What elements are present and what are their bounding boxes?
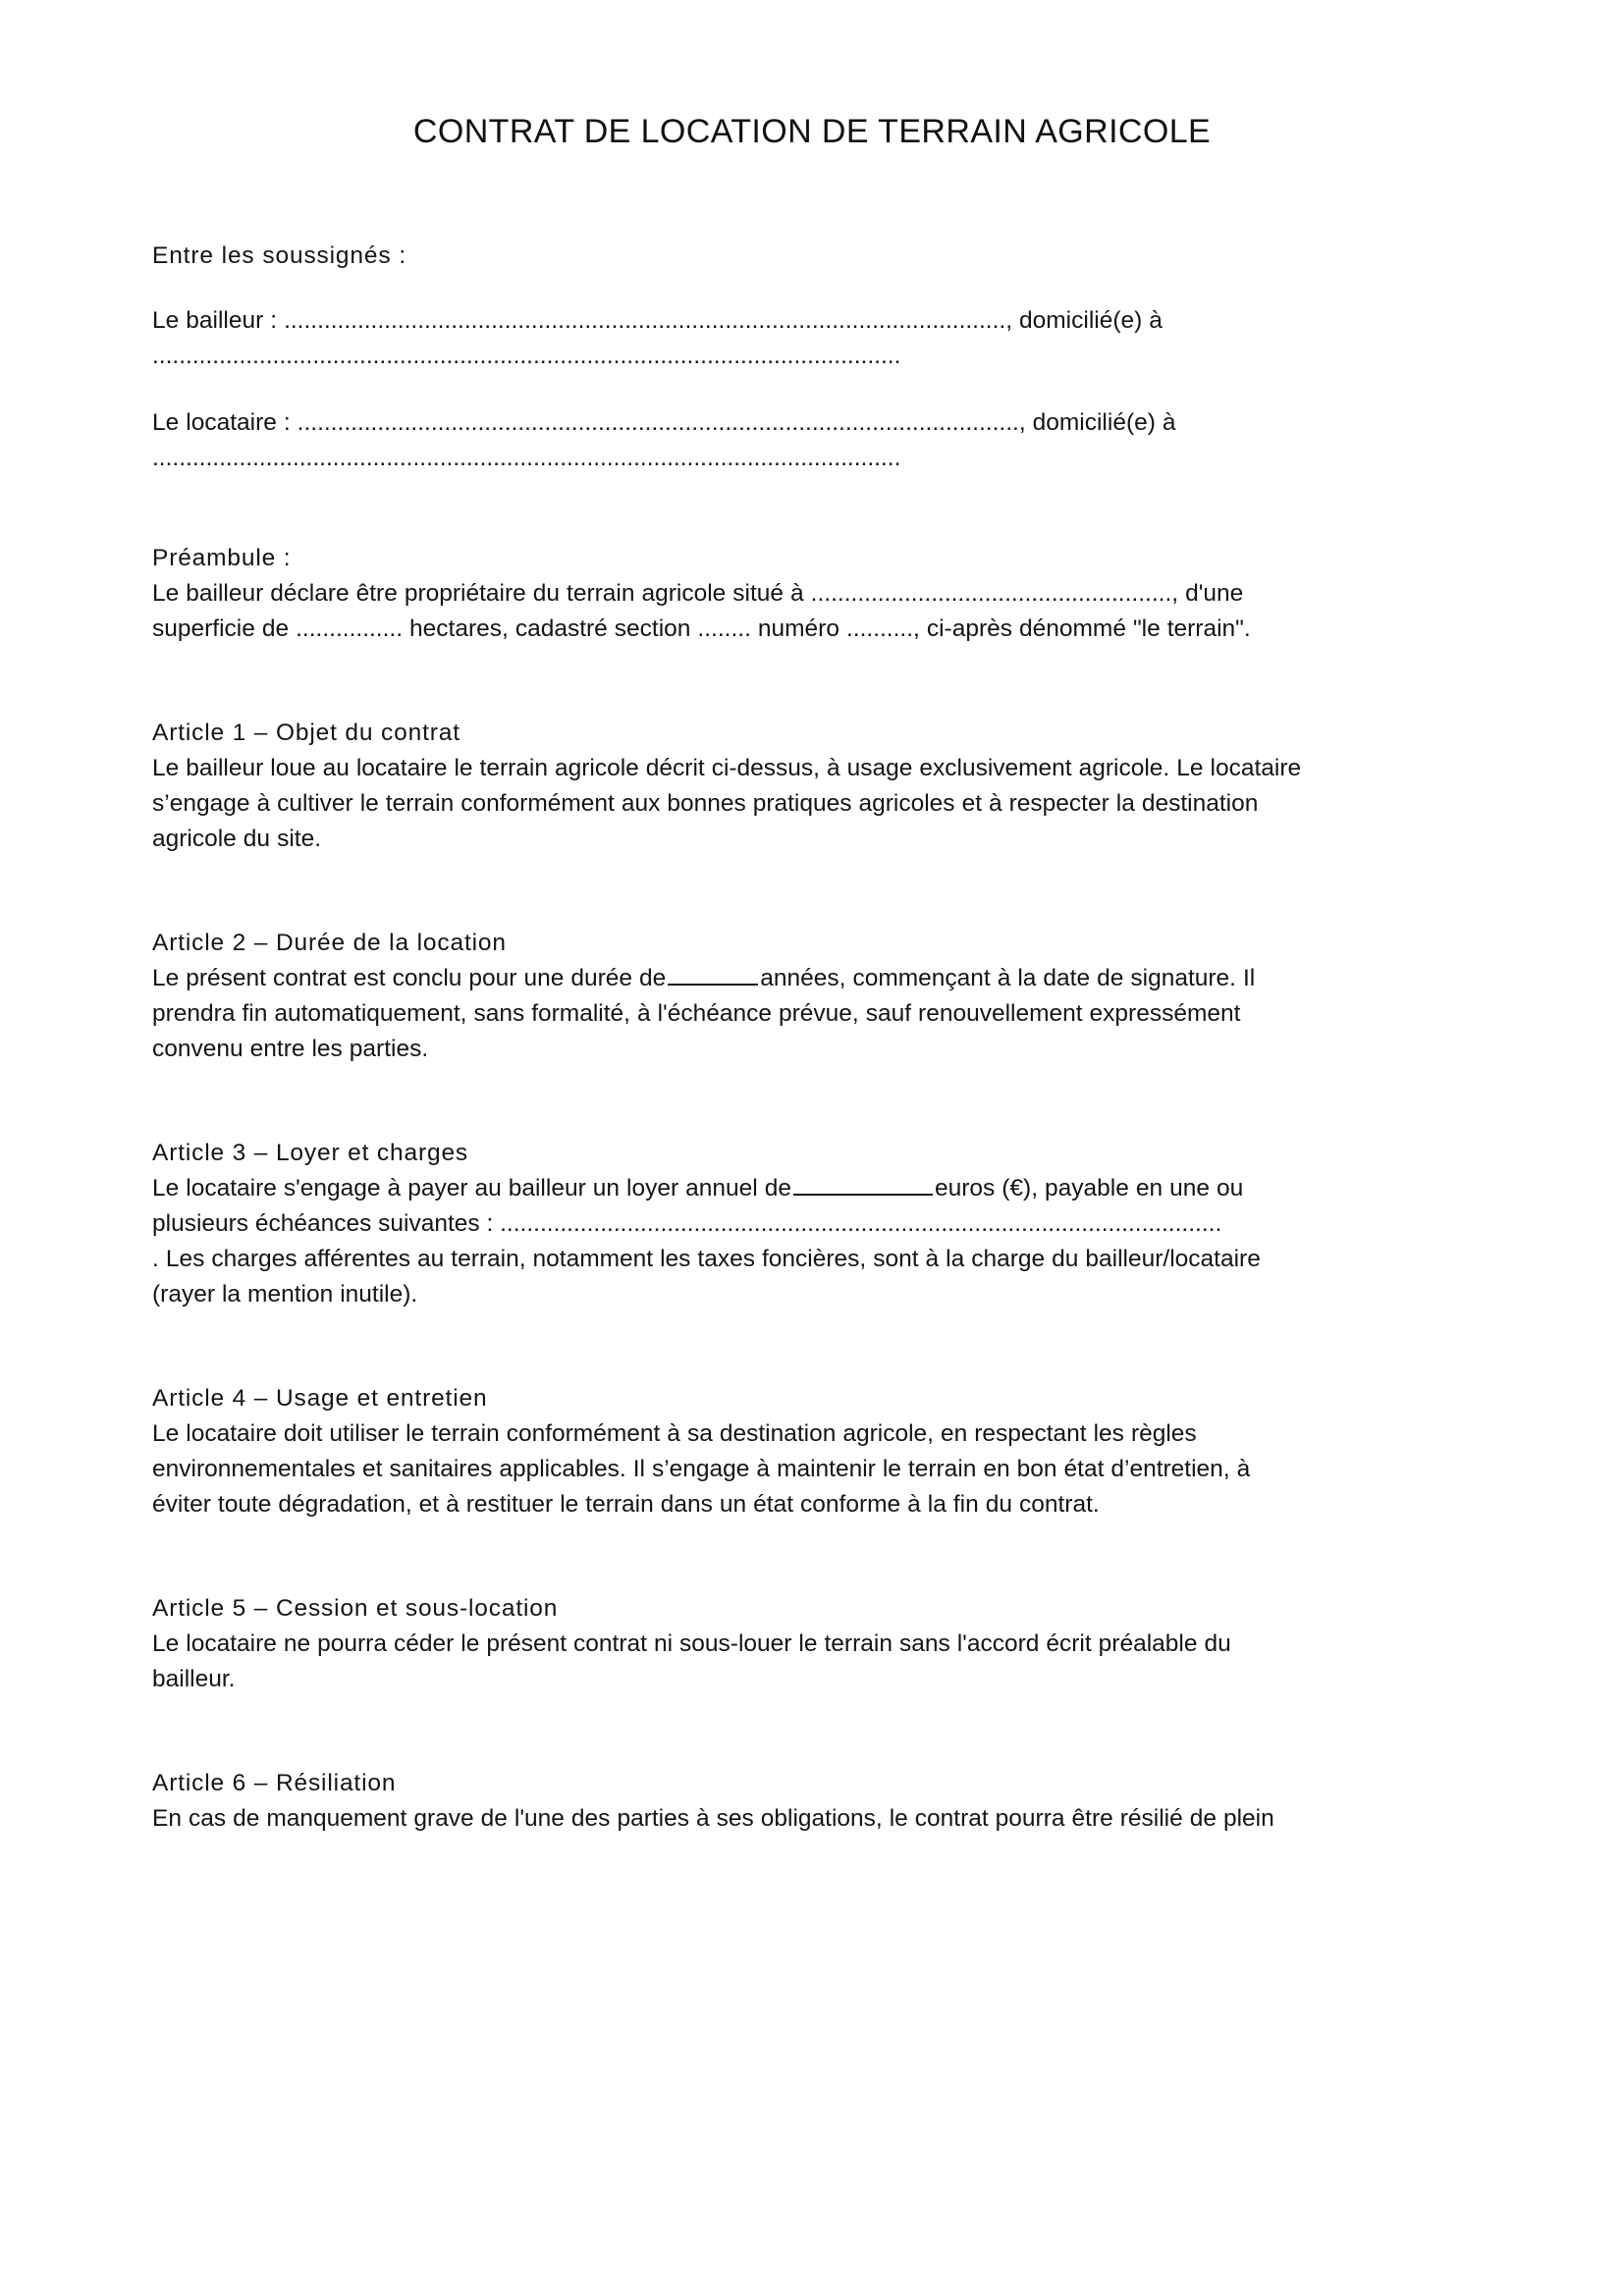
article-3-heading: Article 3 – Loyer et charges xyxy=(152,1140,469,1166)
article-2-duration-blank xyxy=(668,984,758,986)
article-6-line-1: En cas de manquement grave de l'une des parties à ses obligations, le contrat pourra être résilié de plein xyxy=(152,1805,1274,1832)
article-1-line-3: agricole du site. xyxy=(152,826,321,852)
spacer xyxy=(152,1067,1407,1136)
article-3-line-1-suffix: euros (€), payable en une ou xyxy=(934,1175,1244,1201)
article-2-line-1-prefix: Le présent contrat est conclu pour une durée de xyxy=(152,965,667,991)
lessee-line: Le locataire : ............................................................................................................, domicilié(e) à xyxy=(152,409,1176,436)
lessor-line: Le bailleur : ............................................................................................................, domicilié(e) à xyxy=(152,307,1163,334)
article-2-heading: Article 2 – Durée de la location xyxy=(152,930,507,956)
spacer xyxy=(152,1522,1407,1591)
article-3-rent-blank xyxy=(793,1194,933,1196)
article-4-heading: Article 4 – Usage et entretien xyxy=(152,1385,488,1412)
spacer xyxy=(152,1697,1407,1766)
spacer xyxy=(152,476,1407,541)
spacer xyxy=(152,274,1407,303)
article-6-heading: Article 6 – Résiliation xyxy=(152,1770,397,1796)
article-5-line-2: bailleur. xyxy=(152,1666,236,1692)
preamble-heading: Préambule : xyxy=(152,545,292,571)
preamble-line-2: superficie de ................ hectares, cadastré section ........ numéro .........., ci-après dénommé "le terrain". xyxy=(152,615,1251,642)
article-3-line-3: . Les charges afférentes au terrain, notamment les taxes foncières, sont à la charge du bailleur/locataire xyxy=(152,1246,1261,1272)
article-2-line-2: prendra fin automatiquement, sans formalité, à l'échéance prévue, sauf renouvellement expressément xyxy=(152,1000,1241,1027)
article-3-line-4: (rayer la mention inutile). xyxy=(152,1281,418,1308)
page-title: CONTRAT DE LOCATION DE TERRAIN AGRICOLE xyxy=(412,113,1212,150)
article-5-line-1: Le locataire ne pourra céder le présent contrat ni sous-louer le terrain sans l'accord écrit préalable du xyxy=(152,1630,1231,1657)
article-4-line-2: environnementales et sanitaires applicables. Il s’engage à maintenir le terrain en bon état d’entretien, à xyxy=(152,1456,1251,1482)
lessor-address-line: ................................................................................................................ xyxy=(152,343,901,369)
document-body xyxy=(152,239,1407,1837)
article-3-payment-label: plusieurs échéances suivantes : xyxy=(152,1210,494,1237)
article-4-line-1: Le locataire doit utiliser le terrain conformément à sa destination agricole, en respectant les règles xyxy=(152,1420,1197,1447)
article-2-line-1-suffix: années, commençant à la date de signature. Il xyxy=(760,965,1256,991)
article-1-line-1: Le bailleur loue au locataire le terrain agricole décrit ci-dessus, à usage exclusivement agricole. Le locataire xyxy=(152,755,1302,781)
parties-intro-label: Entre les soussignés : xyxy=(152,242,406,269)
spacer xyxy=(152,374,1407,405)
article-4-line-3: éviter toute dégradation, et à restituer le terrain dans un état conforme à la fin du contrat. xyxy=(152,1491,1100,1518)
article-3-line-2 xyxy=(152,1206,1407,1242)
article-5-heading: Article 5 – Cession et sous-location xyxy=(152,1595,559,1622)
article-1-heading: Article 1 – Objet du contrat xyxy=(152,720,460,746)
preamble-line-1: Le bailleur déclare être propriétaire du terrain agricole situé à ......................................................, d'une xyxy=(152,580,1244,607)
article-1-line-2: s’engage à cultiver le terrain conformément aux bonnes pratiques agricoles et à respecter la destination xyxy=(152,790,1259,817)
article-2-line-1 xyxy=(152,961,1407,996)
article-3-payment-dots: ............................................................................................................ xyxy=(500,1210,1222,1237)
article-3-line-1 xyxy=(152,1171,1407,1206)
spacer xyxy=(152,647,1407,716)
lessee-address-line: ................................................................................................................ xyxy=(152,445,901,471)
article-2-line-3: convenu entre les parties. xyxy=(152,1036,429,1062)
spacer xyxy=(152,1312,1407,1381)
spacer xyxy=(152,857,1407,926)
article-3-line-1-prefix: Le locataire s'engage à payer au bailleur un loyer annuel de xyxy=(152,1175,791,1201)
